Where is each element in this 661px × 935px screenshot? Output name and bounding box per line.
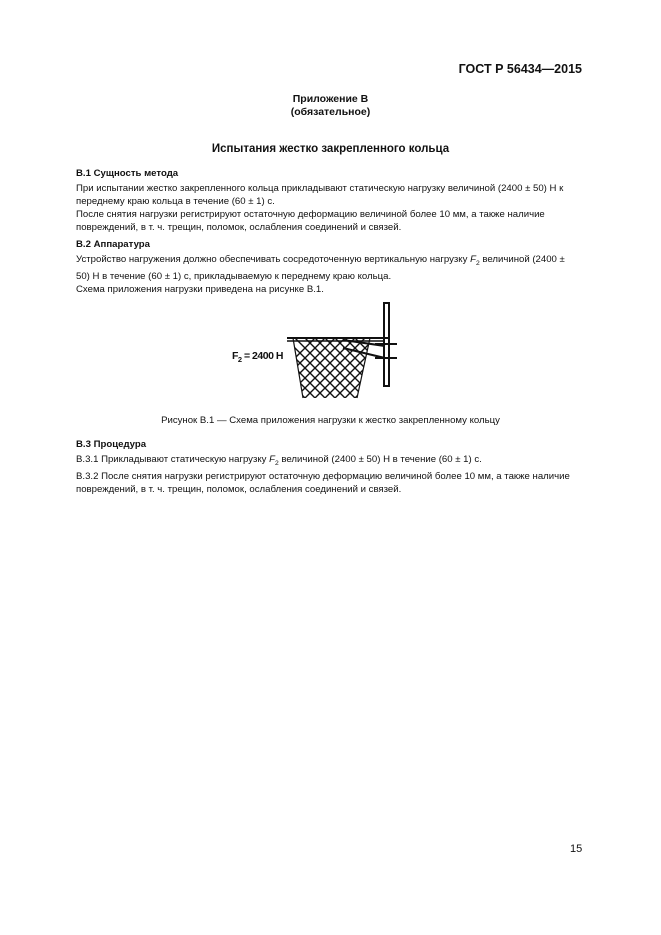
document-id: ГОСТ Р 56434—2015 bbox=[458, 62, 582, 76]
section-b1 bbox=[76, 167, 580, 234]
force-value: = 2400 Н bbox=[241, 350, 283, 362]
section-b3 bbox=[76, 438, 580, 496]
b2-text-b: величиной (2400 ± 50) Н в течение (60 ± 1) с, прикладываемую к переднему краю кольца. bbox=[76, 254, 565, 282]
b3-force-sub: 2 bbox=[275, 460, 279, 467]
b2-heading: В.2 Аппаратура bbox=[76, 239, 150, 250]
b1-heading: В.1 Сущность метода bbox=[76, 168, 179, 179]
b1-paragraph-2: После снятия нагрузки регистрируют остаточную деформацию величиной более 10 мм, а также наличие повреждений, в т. ч. трещин, поломок, ослабления соединений и связей. bbox=[76, 209, 545, 233]
annex-status: (обязательное) bbox=[290, 106, 371, 118]
force-sub: 2 bbox=[237, 355, 242, 364]
figure-basket-ring bbox=[225, 300, 425, 405]
b3-heading: В.3 Процедура bbox=[76, 439, 147, 450]
b3-force-var: F bbox=[269, 454, 276, 465]
annex-heading bbox=[0, 93, 661, 119]
force-label bbox=[232, 350, 283, 364]
b2-text-a: Устройство нагружения должно обеспечивать сосредоточенную вертикальную нагрузку bbox=[76, 254, 471, 265]
b3-text-a: В.3.1 Прикладывают статическую нагрузку bbox=[76, 454, 270, 465]
b1-paragraph-1: При испытании жестко закрепленного кольца прикладывают статическую нагрузку величиной (2400 ± 50) Н к переднему краю кольца в течение (60 ± 1) с. bbox=[76, 183, 564, 207]
b2-paragraph-2: Схема приложения нагрузки приведена на рисунке В.1. bbox=[76, 284, 324, 295]
annex-title: Приложение В bbox=[292, 93, 369, 105]
net bbox=[235, 338, 425, 405]
b3-paragraph-1 bbox=[76, 453, 580, 470]
b2-force-var: F bbox=[470, 254, 476, 265]
b2-paragraph-1 bbox=[76, 253, 580, 283]
svg-text:F2 = 2400 Н bbox=[232, 350, 283, 364]
force-var: F bbox=[232, 350, 238, 362]
figure-caption: Рисунок В.1 — Схема приложения нагрузки к жестко закрепленному кольцу bbox=[161, 415, 500, 426]
b2-force-sub: 2 bbox=[475, 260, 480, 267]
b3-paragraph-2: В.3.2 После снятия нагрузки регистрируют остаточную деформацию величиной более 10 мм, а также наличие повреждений, в т. ч. трещин, поломок, ослабления соединений и связей. bbox=[76, 471, 570, 495]
page-number: 15 bbox=[570, 843, 583, 855]
section-title: Испытания жестко закрепленного кольца bbox=[211, 143, 450, 155]
section-b2 bbox=[76, 238, 580, 296]
b3-text-b: величиной (2400 ± 50) Н в течение (60 ± 1) с. bbox=[278, 454, 482, 465]
